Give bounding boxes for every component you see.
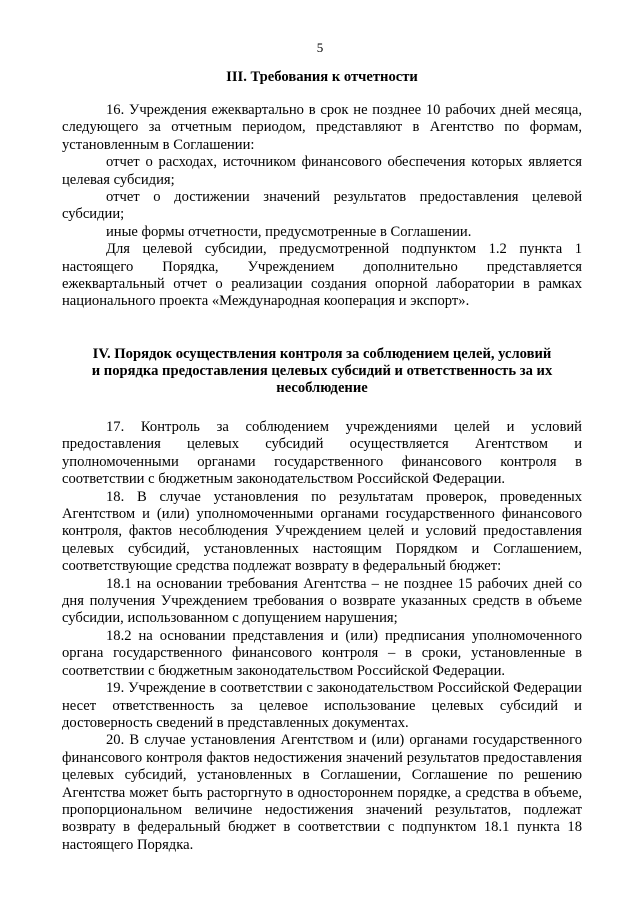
paragraph-16-item-other: иные формы отчетности, предусмотренные в Соглашении. <box>106 223 472 240</box>
paragraph-18: 18. В случае установления по результатам проверок, проведенных Агентством и (или) уполномоченными органами государственного финансового контроля, фактов несоблюдения Учреждением целей и условий предоставления целевых субсидий, установленных настоящим Порядком и Соглашением, соответствующие средства подлежат возврату в федеральный бюджет: <box>62 488 582 575</box>
section-4-title-line-2: и порядка предоставления целевых субсидий и ответственность за их <box>91 363 553 379</box>
paragraph-18-2: 18.2 на основании представления и (или) предписания уполномоченного органа государственного финансового контроля – в сроки, установленные в соответствии с бюджетным законодательством Российской Федерации. <box>62 627 582 679</box>
section-4-body <box>62 419 582 854</box>
section-4-title-line-3: несоблюдение <box>276 380 368 396</box>
paragraph-16-item-expenses: отчет о расходах, источником финансового обеспечения которых является целевая субсидия; <box>62 154 582 188</box>
paragraph-19: 19. Учреждение в соответствии с законодательством Российской Федерации несет ответственность за целевое использование целевых субсидий и достоверность сведений в представленных документах. <box>62 680 582 731</box>
section-4-title <box>62 346 582 397</box>
section-4-title-line-1: IV. Порядок осуществления контроля за соблюдением целей, условий <box>92 346 552 362</box>
paragraph-16-lab-report: Для целевой субсидии, предусмотренной подпунктом 1.2 пункта 1 настоящего Порядка, Учреждением дополнительно представляется ежеквартальный отчет о реализации создания опорной лаборатории в рамках национального проекта «Международная кооперация и экспорт». <box>62 241 582 310</box>
paragraph-16-item-results: отчет о достижении значений результатов предоставления целевой субсидии; <box>62 189 582 223</box>
section-3-title: III. Требования к отчетности <box>226 69 418 85</box>
paragraph-17: 17. Контроль за соблюдением учреждениями целей и условий предоставления целевых субсидий осуществляется Агентством и уполномоченными органами государственного финансового контроля в соответствии с бюджетным законодательством Российской Федерации. <box>62 419 582 488</box>
paragraph-20: 20. В случае установления Агентством и (или) органами государственного финансового контроля фактов недостижения значений результатов предоставления целевых субсидий, установленных в Соглашении, Соглашение по решению Агентства может быть расторгнуто в одностороннем порядке, а средства в объеме, пропорциональном величине недостижения значений результатов, подлежат возврату в федеральный бюджет в соответствии с подпунктом 18.1 пункта 18 настоящего Порядка. <box>62 732 582 853</box>
section-3-body <box>62 102 582 311</box>
paragraph-18-1: 18.1 на основании требования Агентства – не позднее 15 рабочих дней со дня получения Учреждением требования о возврате указанных средств в объеме субсидии, использованном с допущением нарушения; <box>62 575 582 627</box>
paragraph-16: 16. Учреждения ежеквартально в срок не позднее 10 рабочих дней месяца, следующего за отчетным периодом, представляют в Агентство по формам, установленным в Соглашении: <box>62 102 582 153</box>
page-number: 5 <box>316 40 324 55</box>
